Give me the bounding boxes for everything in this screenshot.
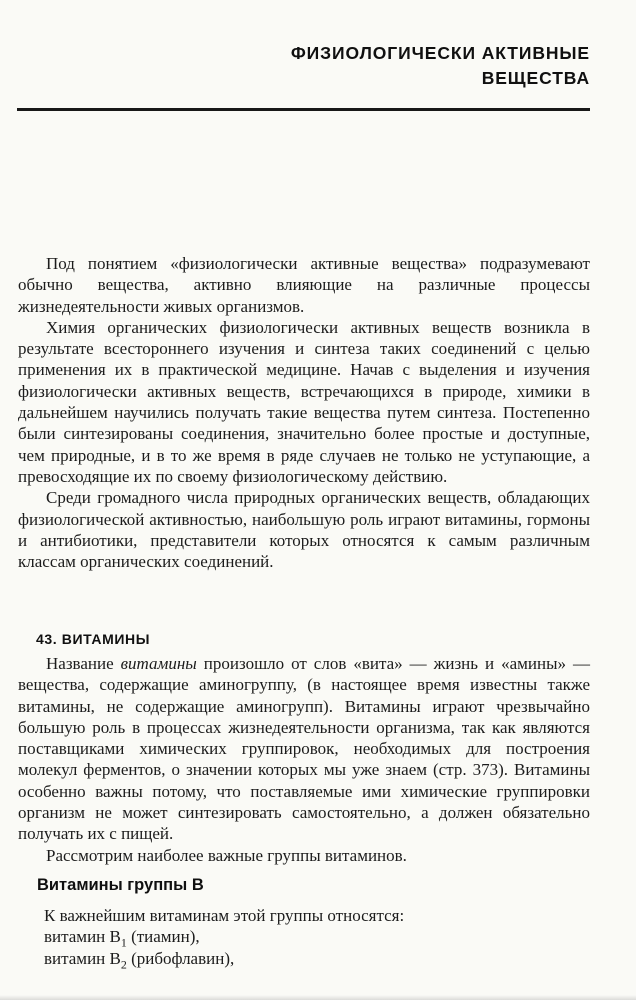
section-heading-vitamins: 43. ВИТАМИНЫ xyxy=(36,631,151,647)
vitamin-b2-item: витамин $B_2$ (рибофлавин), xyxy=(44,948,235,971)
chapter-title xyxy=(291,41,590,91)
intro-paragraph-3: Среди громадного числа природных органических веществ, обладающих физиологической активностью, наибольшую роль играют витамины, гормоны и антибиотики, представители которых относятся к самым различным классам органических соединений. xyxy=(18,488,590,572)
vitamin-b-list-block xyxy=(18,905,590,969)
vitamin-b1-item: витамин $B_1$ (тиамин), xyxy=(44,927,200,950)
vitamin-b-list-intro: К важнейшим витаминам этой группы относятся: xyxy=(44,906,405,925)
vitamins-paragraph: Название витамины произошло от слов «вита» — жизнь и «амины» — вещества, содержащие аминогруппу, (в настоящее время известны также витамины, не содержащие аминогрупп). Витамины играют чрезвычайно большую роль в процессах жизнедеятельности организма, так как являются поставщиками химических группировок, необходимых для построения молекул ферментов, о значении которых мы уже знаем (стр. 373). Витамины особенно важны потому, что поставляемые ими химические группировки организм не может синтезировать самостоятельно, а должен обязательно получать их с пищей. xyxy=(18,654,590,844)
intro-paragraph-2: Химия органических физиологически активных веществ возникла в результате всестороннего изучения и синтеза таких соединений с целью применения их в практической медицине. Начав с выделения и изучения физиологически активных веществ, встречающихся в природе, химики в дальнейшем научились получать такие вещества путем синтеза. Постепенно были синтезированы соединения, значительно более простые и доступные, чем природные, и в то же время в ряде случаев не только не уступающие, а превосходящие их по своему физиологическому действию. xyxy=(18,317,590,486)
chapter-title-line-2: ВЕЩЕСТВА xyxy=(481,68,590,88)
vitamins-closing-paragraph: Рассмотрим наиболее важные группы витаминов. xyxy=(46,845,407,865)
intro-text-block xyxy=(18,253,590,572)
vitamins-text-block xyxy=(18,653,590,866)
header-rule xyxy=(17,108,590,111)
chapter-title-line-1: ФИЗИОЛОГИЧЕСКИ АКТИВНЫЕ xyxy=(290,43,590,63)
subheading-vitamin-group-b: Витамины группы B xyxy=(37,876,204,894)
intro-paragraph-1: Под понятием «физиологически активные вещества» подразумевают обычно вещества, активно влияющие на различные процессы жизнедеятельности живых организмов. xyxy=(18,254,590,316)
